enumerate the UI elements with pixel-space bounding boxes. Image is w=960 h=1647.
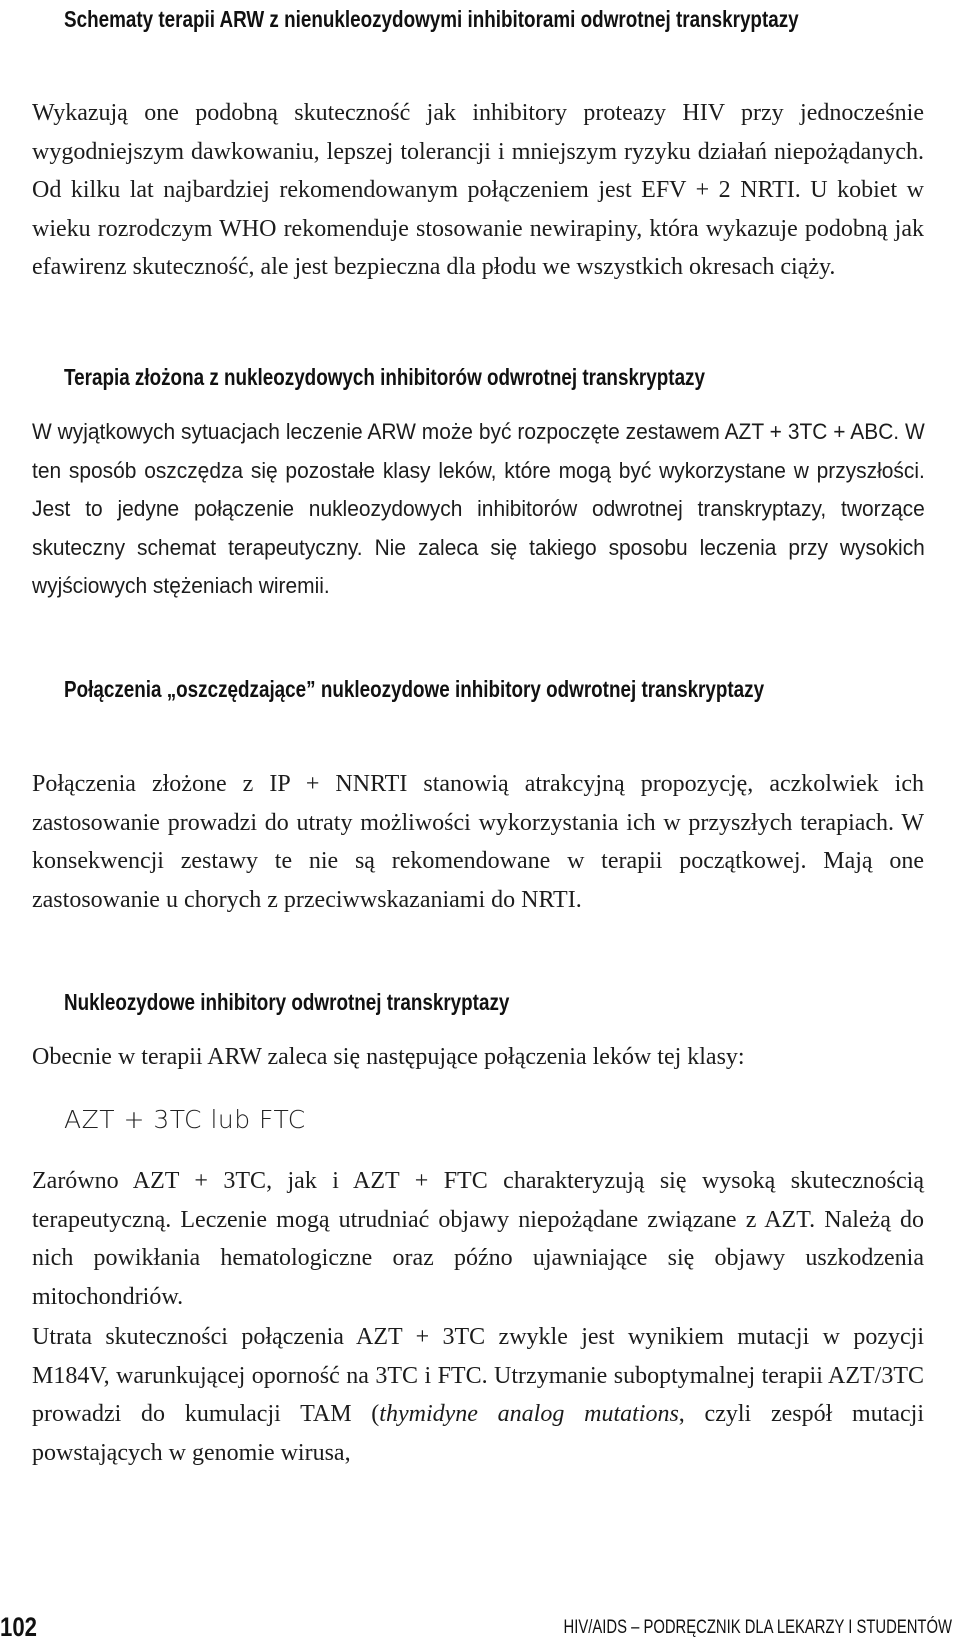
paragraph-resistance-text-end: , czyli zespół mutacji powstających w genomie wirusa, [32, 1401, 925, 1466]
paragraph-nrti-sparing: Połączenia złożone z IP + NNRTI stanowią atrakcyjną propozycję, aczkolwiek ich zastosowanie prowadzi do utraty możliwości wykorzystania ich w przyszłych terapiach. W konsekwencji zestawy te nie są rekomendowane w terapii początkowej. Mają one zastosowanie u chorych z przeciwwskazaniami do NRTI. [32, 771, 924, 913]
paragraph-nrti-intro: Obecnie w terapii ARW zaleca się następujące połączenia leków tej klasy: [32, 1044, 745, 1070]
paragraph-azt-3tc-efficacy: Zarówno AZT + 3TC, jak i AZT + FTC charakteryzują się wysoką skutecznością terapeutyczną. Leczenie mogą utrudniać objawy niepożądane związane z AZT. Należą do nich powikłania hematologiczne oraz późno ujawniające się objawy uszkodzenia mitochondriów. [32, 1168, 924, 1310]
running-title: HIV/AIDS – PODRĘCZNIK DLA LEKARZY I STUDENTÓW [563, 1617, 952, 1638]
drug-combination-formula: AZT + 3TC lub FTC [64, 1105, 306, 1134]
paragraph-nnrti-schemes: Wykazują one podobną skuteczność jak inhibitory proteazy HIV przy jednocześnie wygodniejszym dawkowaniu, lepszej tolerancji i mniejszym ryzyku działań niepożądanych. Od kilku lat najbardziej rekomendowanym połączeniem jest EFV + 2 NRTI. U kobiet w wieku rozrodczym WHO rekomenduje stosowanie newirapiny, która wykazuje podobną jak efawirenz skuteczność, ale jest bezpieczna dla płodu we wszystkich okresach ciąży. [32, 100, 924, 280]
section-heading-nrti-combination: Terapia złożona z nukleozydowych inhibitorów odwrotnej transkryptazy [64, 364, 705, 390]
paragraph-resistance-italic-term: thymidyne analog mutations [379, 1401, 679, 1427]
section-heading-nnrti-schemes: Schematy terapii ARW z nienukleozydowymi inhibitorami odwrotnej transkryptazy [64, 6, 799, 32]
section-heading-nrti: Nukleozydowe inhibitory odwrotnej transkryptazy [64, 989, 510, 1015]
section-heading-nrti-sparing: Połączenia „oszczędzające” nukleozydowe inhibitory odwrotnej transkryptazy [64, 676, 765, 702]
page-number: 102 [0, 1612, 37, 1642]
paragraph-resistance-text-start: Utrata skuteczności połączenia AZT + 3TC zwykle jest wynikiem mutacji w pozycji M184V, warunkującej oporność na 3TC i FTC. Utrzymanie suboptymalnej terapii AZT/3TC prowadzi do kumulacji TAM ( [32, 1324, 924, 1427]
paragraph-resistance [32, 1318, 924, 1472]
paragraph-nrti-combination: W wyjątkowych sytuacjach leczenie ARW może być rozpoczęte zestawem AZT + 3TC + ABC. W ten sposób oszczędza się pozostałe klasy leków, które mogą być wykorzystane w przyszłości. Jest to jedyne połączenie nukleozydowych inhibitorów odwrotnej transkryptazy, tworzące skuteczny schemat terapeutyczny. Nie zaleca się takiego sposobu leczenia przy wysokich wyjściowych stężeniach wiremii. [32, 419, 925, 598]
